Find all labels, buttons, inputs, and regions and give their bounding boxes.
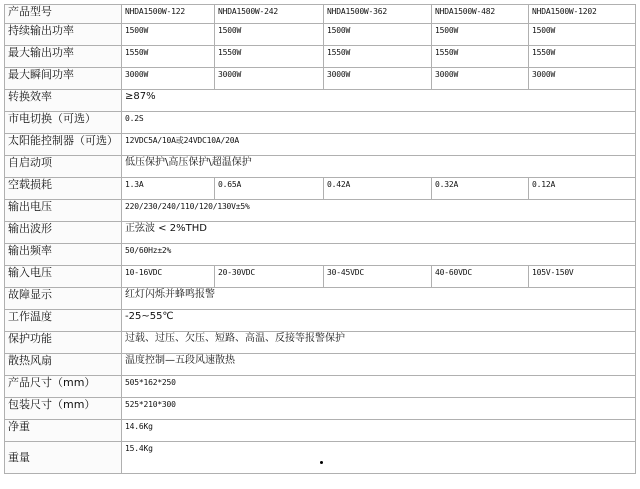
row-label: 最大瞬间功率: [5, 68, 122, 90]
row-label: 空载损耗: [5, 178, 122, 200]
value-cell: 505*162*250: [122, 376, 636, 398]
value-cell: 0.65A: [215, 178, 324, 200]
row-label: 太阳能控制器（可选）: [5, 134, 122, 156]
row-label: 转换效率: [5, 90, 122, 112]
table-row: [5, 90, 636, 112]
value-cell: 1500W: [432, 24, 529, 46]
value-cell: 1.3A: [122, 178, 215, 200]
value-cell: 1550W: [215, 46, 324, 68]
value-cell: 1500W: [122, 24, 215, 46]
spec-table: [4, 4, 636, 474]
row-label: 重量: [5, 442, 122, 474]
value-cell: 0.32A: [432, 178, 529, 200]
model-cell: NHDA1500W-362: [324, 5, 432, 24]
stray-dot: [320, 461, 323, 464]
value-cell: 3000W: [215, 68, 324, 90]
row-label: 故障显示: [5, 288, 122, 310]
value-cell: 0.2S: [122, 112, 636, 134]
value-cell: 1550W: [432, 46, 529, 68]
row-label: 产品尺寸（mm）: [5, 376, 122, 398]
table-row: [5, 398, 636, 420]
value-cell: 1500W: [529, 24, 636, 46]
row-label: 最大输出功率: [5, 46, 122, 68]
table-row: [5, 376, 636, 398]
value-cell: 温度控制—五段风速散热: [122, 354, 636, 376]
row-label: 输入电压: [5, 266, 122, 288]
table-row: [5, 244, 636, 266]
table-row: [5, 222, 636, 244]
value-cell: 40-60VDC: [432, 266, 529, 288]
table-row: [5, 442, 636, 474]
model-cell: NHDA1500W-122: [122, 5, 215, 24]
row-label: 输出频率: [5, 244, 122, 266]
model-cell: NHDA1500W-482: [432, 5, 529, 24]
value-cell: 10-16VDC: [122, 266, 215, 288]
row-label: 保护功能: [5, 332, 122, 354]
value-cell: 3000W: [324, 68, 432, 90]
row-label: 自启动项: [5, 156, 122, 178]
row-label: 输出波形: [5, 222, 122, 244]
value-cell: 30-45VDC: [324, 266, 432, 288]
value-cell: 低压保护\高压保护\超温保护: [122, 156, 636, 178]
row-label: 工作温度: [5, 310, 122, 332]
table-row: [5, 156, 636, 178]
table-row: [5, 332, 636, 354]
value-cell: 3000W: [122, 68, 215, 90]
table-row: [5, 288, 636, 310]
value-cell: 220/230/240/110/120/130V±5%: [122, 200, 636, 222]
row-label: 包装尺寸（mm）: [5, 398, 122, 420]
value-cell: 过载、过压、欠压、短路、高温、反接等报警保护: [122, 332, 636, 354]
row-label: 净重: [5, 420, 122, 442]
table-row: [5, 266, 636, 288]
table-row: [5, 420, 636, 442]
value-cell: 0.12A: [529, 178, 636, 200]
value-cell: 525*210*300: [122, 398, 636, 420]
value-cell: 50/60Hz±2%: [122, 244, 636, 266]
table-row: [5, 310, 636, 332]
value-cell: 1500W: [324, 24, 432, 46]
model-cell: NHDA1500W-1202: [529, 5, 636, 24]
table-row: [5, 354, 636, 376]
value-cell: 3000W: [529, 68, 636, 90]
value-cell: 1500W: [215, 24, 324, 46]
table-row: [5, 5, 636, 24]
value-cell: 红灯闪烁并蜂鸣报警: [122, 288, 636, 310]
row-label: 产品型号: [5, 5, 122, 24]
value-cell: 20-30VDC: [215, 266, 324, 288]
value-cell: 15.4Kg: [122, 442, 636, 474]
table-row: [5, 112, 636, 134]
table-row: [5, 24, 636, 46]
value-cell: 3000W: [432, 68, 529, 90]
value-cell: ≥87%: [122, 90, 636, 112]
model-cell: NHDA1500W-242: [215, 5, 324, 24]
row-label: 市电切换（可选）: [5, 112, 122, 134]
value-cell: 0.42A: [324, 178, 432, 200]
value-cell: 1550W: [324, 46, 432, 68]
table-row: [5, 68, 636, 90]
row-label: 持续输出功率: [5, 24, 122, 46]
value-cell: 12VDC5A/10A或24VDC10A/20A: [122, 134, 636, 156]
table-row: [5, 178, 636, 200]
value-cell: -25~55℃: [122, 310, 636, 332]
value-cell: 1550W: [122, 46, 215, 68]
value-cell: 正弦波 < 2%THD: [122, 222, 636, 244]
value-cell: 1550W: [529, 46, 636, 68]
table-row: [5, 46, 636, 68]
value-cell: 14.6Kg: [122, 420, 636, 442]
row-label: 散热风扇: [5, 354, 122, 376]
row-label: 输出电压: [5, 200, 122, 222]
value-cell: 105V-150V: [529, 266, 636, 288]
table-row: [5, 134, 636, 156]
table-row: [5, 200, 636, 222]
